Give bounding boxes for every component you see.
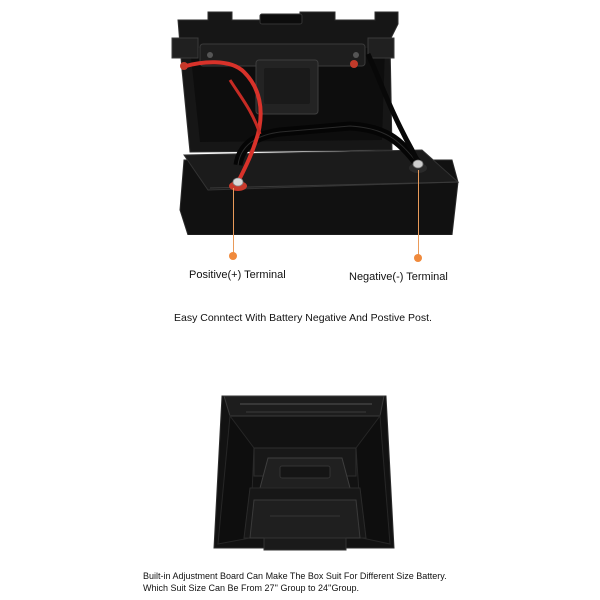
negative-callout-line <box>418 170 419 256</box>
positive-terminal-label: Positive(+) Terminal <box>189 269 286 281</box>
negative-callout-dot <box>414 254 422 262</box>
positive-callout-line <box>233 188 234 254</box>
adjustment-caption-line1: Built-in Adjustment Board Can Make The Box Suit For Different Size Battery. <box>143 571 447 581</box>
battery-box-interior-photo <box>210 388 396 555</box>
negative-terminal-label: Negative(-) Terminal <box>349 271 448 283</box>
adjustment-caption-line2: Which Suit Size Can Be From 27'' Group to 24''Group. <box>143 583 359 593</box>
connection-caption: Easy Conntect With Battery Negative And Postive Post. <box>174 312 432 324</box>
positive-callout-dot <box>229 252 237 260</box>
battery-box-open-photo <box>160 10 460 235</box>
